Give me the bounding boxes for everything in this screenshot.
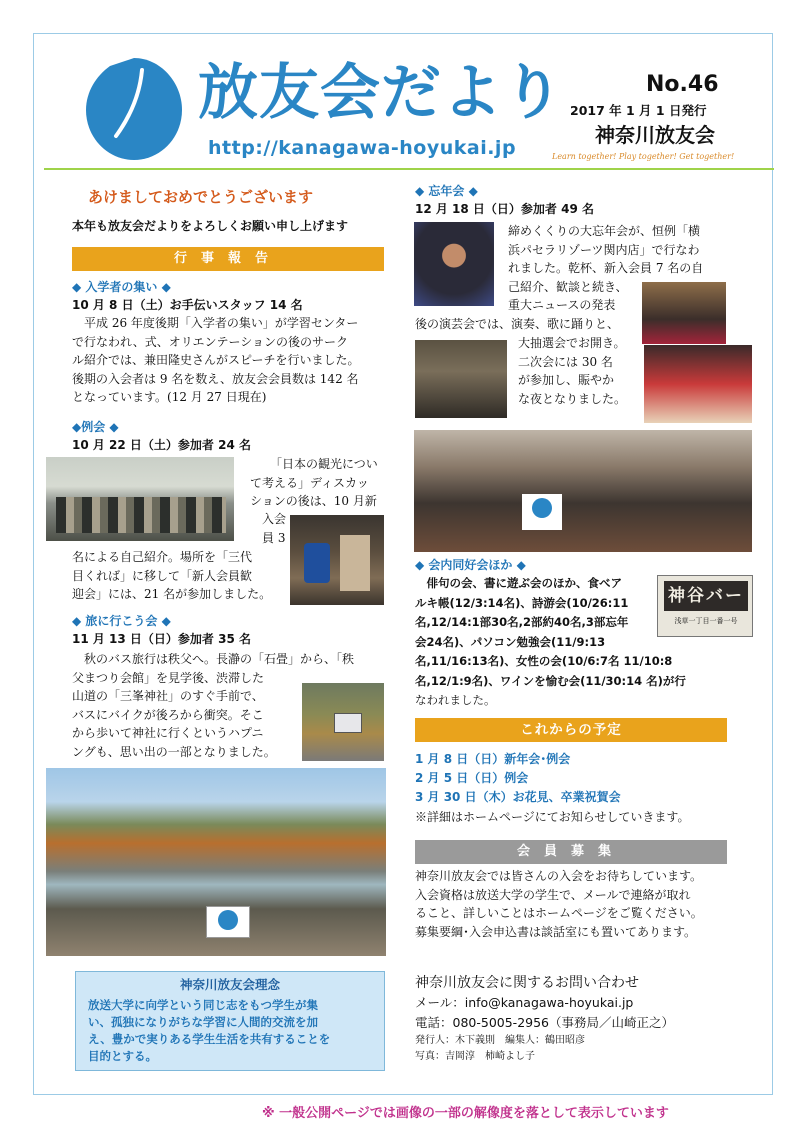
bonen-body-1: 締めくくりの大忘年会が、恒例「横 浜パセラリゾーツ関内店」で行なわ れました。乾杯、新入会員 7 名の自 己紹介、歓談と続き、 重大ニュースの発表 <box>508 224 704 313</box>
footer-note: ※ 一般公開ページでは画像の一部の解像度を落として表示しています <box>262 1106 669 1121</box>
philosophy-body: 放送大学に向学という同じ志をもつ学生が集 い、孤独になりがちな学習に人間的交流を加 え、豊かで実りある学生生活を共有することを 目的とする。 <box>88 998 331 1063</box>
contact-photo: 写真：吉岡淳 柿崎よし子 <box>415 1051 535 1062</box>
contact-publisher: 発行人：木下義則 編集人：鶴田昭彦 <box>415 1035 585 1046</box>
trip-sub: 11 月 13 日（日）参加者 35 名 <box>72 632 251 646</box>
tagline: Learn together! Play together! Get together! <box>552 152 735 161</box>
bonen-body-2: 後の演芸会では、演奏、歌に踊りと、 <box>415 317 620 331</box>
kamiya-bar-sign: 神谷バー 浅草一丁目一番一号 <box>657 575 753 637</box>
schedule-item: 2 月 5 日（日）例会 <box>415 771 529 785</box>
bonen-sub: 12 月 18 日（日）参加者 49 名 <box>415 202 594 216</box>
contact-title: 神奈川放友会に関するお問い合わせ <box>415 975 639 991</box>
schedule-note: ※詳細はホームページにてお知らせしていきます。 <box>415 810 690 824</box>
schedule-item: 1 月 8 日（日）新年会･例会 <box>415 752 571 766</box>
header-divider <box>44 168 774 170</box>
bonen-body-3: 大抽選会でお開き。 二次会には 30 名 が参加し、賑やか な夜となりました。 <box>518 336 627 406</box>
regular-sub: 10 月 22 日（土）参加者 24 名 <box>72 438 251 452</box>
entrance-body: 平成 26 年度後期「入学者の集い」が学習センター で行なわれ、式、オリエンテーションの後のサーク ル紹介では、兼田隆史さんがスピーチを行いました。 後期の入会者は 9 名を数え、放友会会員数は 142 名 となっています。(12 月 27 日現在) <box>72 316 360 405</box>
group-photo-party <box>414 430 752 552</box>
clubs-heading: ◆ 会内同好会ほか ◆ <box>415 558 526 572</box>
issue-date: 2017 年 1 月 1 日発行 <box>570 103 707 118</box>
speaker-photo <box>414 222 494 306</box>
issue-number: No.46 <box>646 72 719 97</box>
regular-body-full: 名による自己紹介。場所を「三代 目くれば」に移して「新人会員歓 迎会」には、21 名が参加しました。 <box>72 550 272 602</box>
bus-photo <box>302 683 384 761</box>
schedule-bar: これからの予定 <box>415 718 727 742</box>
greeting: あけましておめでとうございます <box>88 188 314 206</box>
philosophy-box <box>75 971 385 1071</box>
site-url[interactable]: http://kanagawa-hoyukai.jp <box>208 137 517 159</box>
bonen-heading: ◆ 忘年会 ◆ <box>415 184 478 198</box>
schedule-item: 3 月 30 日（木）お花見、卒業祝賀会 <box>415 790 621 804</box>
performer-photo <box>642 282 726 344</box>
org-name: 神奈川放友会 <box>595 123 715 147</box>
meeting-photo <box>46 457 234 541</box>
entrance-sub: 10 月 8 日（土）お手伝いスタッフ 14 名 <box>72 298 303 312</box>
schedule-list <box>415 750 735 807</box>
intro-text: 本年も放友会だよりをよろしくお願い申し上げます <box>72 219 349 233</box>
logo-icon <box>80 52 188 164</box>
trip-heading: ◆ 旅に行こう会 ◆ <box>72 614 171 628</box>
trip-body: 秋のバス旅行は秩父へ。長瀞の「石畳」から、「秩 父まつり会館」を見学後、渋滞した 山道の「三峯神社」のすぐ手前で、 バスにバイクが後ろから衝突。そこ から歩いて神社に行くというハプニ ングも、思い出の一部となりました。 <box>72 652 355 759</box>
clubs-body: 俳句の会、書に遊ぶ会のほか、食べア ルキ帳(12/3:14名)、詩游会(10/26:11 名,12/14:1部30名,2部約40名,3部忘年 会24名)、パソコン勉強会(11/9:13 名,11/16:13名)、女性の会(10/6:7名 11/10:8 名,12/1:9名)、ワインを愉む会(11/30:14 名)が行 なわれました。 <box>415 576 686 707</box>
group-photo-trip <box>46 768 386 956</box>
philosophy-title: 神奈川放友会理念 <box>179 977 280 992</box>
guitar-photo <box>415 340 507 418</box>
regular-body-narrow: 入会 員 3 <box>262 512 287 545</box>
report-bar: 行事報告 <box>72 247 384 271</box>
contact-tel: 電話：080-5005-2956（事務局／山崎正之） <box>415 1015 675 1030</box>
entrance-heading: ◆ 入学者の集い ◆ <box>72 280 171 294</box>
santa-photo <box>644 345 752 423</box>
contact-mail[interactable]: メール：info@kanagawa-hoyukai.jp <box>415 995 634 1010</box>
newsletter-title: 放友会だより <box>198 58 564 128</box>
recruit-bar: 会員募集 <box>415 840 727 864</box>
restaurant-photo <box>290 515 384 605</box>
contact-block <box>415 973 674 1065</box>
regular-body-right: 「日本の観光につい て考える」ディスカッ ションの後は、10 月新 <box>250 457 378 509</box>
regular-heading: ◆例会 ◆ <box>72 420 119 434</box>
recruit-body: 神奈川放友会では皆さんの入会をお待ちしています。 入会資格は放送大学の学生で、メールで連絡が取れ ること、詳しいことはホームページをご覧ください。 募集要綱･入会申込書は談話室にも置いてあります。 <box>415 869 703 939</box>
